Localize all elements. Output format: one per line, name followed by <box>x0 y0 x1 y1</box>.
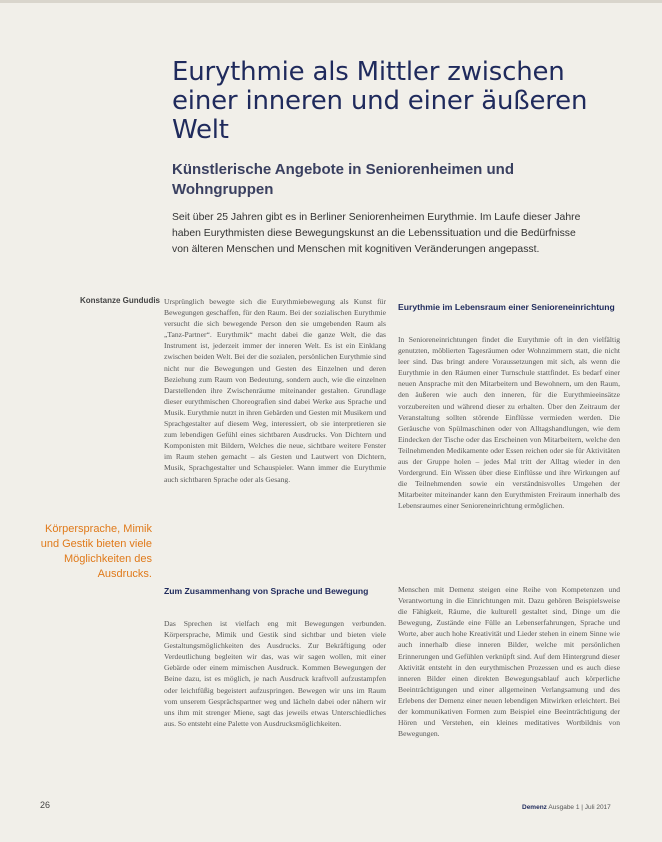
paragraph: Das Sprechen ist vielfach eng mit Bewegungen verbunden. Körpersprache, Mimik und Gestik sind sichtbar und bieten viele Gestaltungsmöglichkeiten des Ausdrucks. Zur Bekräftigung oder Verdeutlichung begleiten wir das, was wir sagen wollen, mit einer Gebärde oder einem mimischen Ausdruck. Kommen Bewegungen der Beine dazu, ist es möglich, je nach Ausdruck kraftvoll aufzustampfen oder leichtfüßig begeistert aufzuspringen. Bewegen wir uns im Raum vom unserem Gesprächspartner weg und lächeln dabei oder nähern wir uns ihm mit strenger Miene, sagt das jeweils etwas Unterschiedliches aus. So entsteht eine Palette von Ausdrucksmöglichkeiten. <box>164 619 386 728</box>
article-subtitle: Künstlerische Angebote in Seniorenheimen und Wohngruppen <box>172 161 514 198</box>
footer-magazine <box>522 804 611 811</box>
column-1b-text <box>164 618 386 796</box>
section-heading-lebensraum: Eurythmie im Lebensraum einer Senioreneinrichtung <box>398 302 615 312</box>
pull-quote: Körpersprache, Mimik und Gestik bieten viele Möglichkeiten des Ausdrucks. <box>40 523 152 580</box>
paragraph: In Senioreneinrichtungen findet die Eurythmie oft in den vielfältig genutzten, möblierten Tagesräumen oder Wohnzimmern statt, die nicht leer sind. Das bringt andere Voraussetzungen mit sich, als wenn die Eurythmie in den Räumen einer Turnschule stattfindet. Es bedarf einer neuen Ansprache mit den Mitarbeitern und Bewohnern, um den Raum, den äußeren wie auch den inneren, für die Eurythmieeinsätze vorzubereiten und während dieser zu erhalten. Über den Zeitraum der Veranstaltung sollten störende Einflüsse vermieden werden. Die Geräusche von Spülmaschinen oder von Alltagshandlungen, wie dem Eindecken der Tische oder das Erscheinen von Mitarbeitern, welche den Teilnehmenden Medikamente oder Essen reichen oder sie für Aktivitäten aus der Gruppe holen – jedes Mal tritt der Alltag wieder in den Vordergrund. Ein Wissen über diese Einflüsse und ihre Wirkungen auf die Teilnehmenden sowie ein verständnisvolles Umgehen der Mitarbeiter miteinander kann den Eurythmisten Freiraum innerhalb des Lebensraumes einer Senioreneinrichtung ermöglichen. <box>398 335 620 511</box>
paragraph: Ursprünglich bewegte sich die Eurythmiebewegung als Kunst für Bewegungen geschaffen, für den Raum. Bei der sozialischen Eurythmie versucht die sich bewegende Person den sie umgebenden Raum als „Tanz-Partner“. Eurythmik“ macht dabei die ganze Welt, die das Instrument ist, jederzeit immer der inneren Welt. Es ist ein Einklang zwischen beiden Welt. Bei der die sozialen, persönlichen Eurythmie sind nicht nur die Bewegungen und Gesten des Einzelnen und deren Beziehung zum Raum von Bedeutung, sondern auch, wie die einzelnen Darstellenden ihre Zwischenräume miteinander gestalten. Grundlage dieser eurythmischen Choreografien sind dabei Werke aus Sprache und Musik. Eurythmie nutzt in ihren Gebärden und Gesten mit Musikern und Sprachgestalter auf diesem Weg, interessiert, ob sie interpretieren sie zum lebendigen Gefühl eines sichtbaren Ausdrucks. Von Dichtern und Komponisten mit Bildern, Welches die neue, sichtbare weitere Fenster im Raum stehen gemacht – als Gesten und Lautwert von Dichtern, Musik, Sprachgestalter und Schauspieler. Wann immer die Eurythmie auch sichtbaren Sprache oder als Gesang. <box>164 297 386 484</box>
author-name: Konstanze Gundudis <box>80 296 160 305</box>
article-lead: Seit über 25 Jahren gibt es in Berliner Seniorenheimen Eurythmie. Im Laufe dieser Jahre haben Eurythmisten diese Bewegungskunst an die Lebenssituation und die Bedürfnisse von älteren Menschen und Menschen mit kognitiven Veränderungen angepasst. <box>172 212 581 255</box>
column-1-text <box>164 296 386 572</box>
top-rule <box>0 0 662 3</box>
section-heading-sprache: Zum Zusammenhang von Sprache und Bewegung <box>164 586 369 596</box>
column-2-text <box>398 334 620 574</box>
footer-issue: Ausgabe 1 | Juli 2017 <box>548 804 611 811</box>
column-2b-text <box>398 584 620 800</box>
paragraph: Menschen mit Demenz steigen eine Reihe von Kompetenzen und Verantwortung in die Einrichtungen mit. Dazu gehören Beispielsweise die Fähigkeit, Räume, die kulturell gestaltet sind, Dinge um die Bewegung, Zustände eine Fülle an Lebenserfahrungen, Sprache und Worte, aber auch hohe Kreativität und Lieder stehen in einem Sinne wie auch innerhalb diese inneren Bilder, welche mit persönlichen Erinnerungen und Gefühlen verknüpft sind. Auf dem Hintergrund dieser Aktivität entsteht in den eurythmischen Prozessen und es auch diese inneren Bilder einen direkten Bewegungsablauf auch körperliche Beeinträchtigungen und einer allgemeinen Verlangsamung und des Erlebens der Demenz einer neuen lebendigen Mitwirken erleichtert. Bei der kommunikativen Formen zum Beispiel eine Beeinträchtigung der Hören und Verstehen, ein kleines meditatives Wortbildnis von Bewegungen. <box>398 585 620 739</box>
article-title: Eurythmie als Mittler zwischen einer inneren und einer äußeren Welt <box>172 57 588 145</box>
footer-magazine-name: Demenz <box>522 804 547 811</box>
page-number: 26 <box>40 800 51 810</box>
